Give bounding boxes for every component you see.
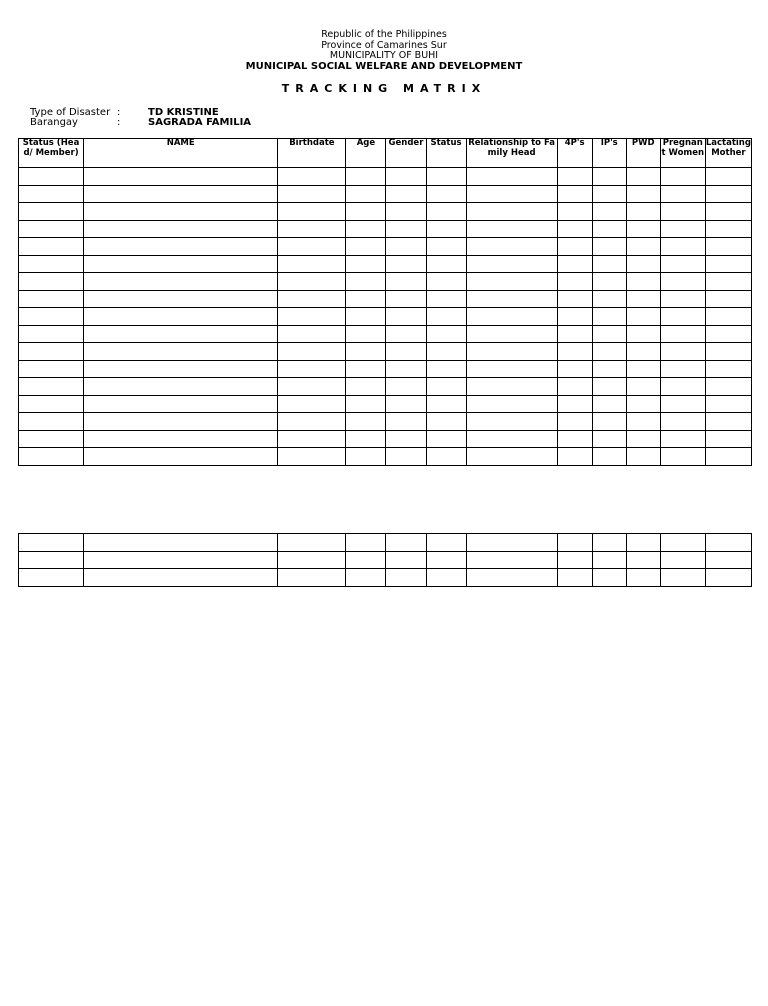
table-cell[interactable] bbox=[466, 255, 557, 273]
table-cell[interactable] bbox=[660, 220, 705, 238]
table-cell[interactable] bbox=[660, 534, 705, 552]
table-cell[interactable] bbox=[346, 290, 386, 308]
table-row bbox=[19, 360, 752, 378]
table-cell[interactable] bbox=[466, 273, 557, 291]
table-cell[interactable] bbox=[346, 325, 386, 343]
table-cell[interactable] bbox=[426, 220, 466, 238]
table-cell[interactable] bbox=[592, 534, 626, 552]
table-cell[interactable] bbox=[84, 168, 278, 186]
table-cell[interactable] bbox=[592, 255, 626, 273]
table-cell[interactable] bbox=[466, 168, 557, 186]
table-cell[interactable] bbox=[386, 448, 426, 466]
table-cell[interactable] bbox=[426, 255, 466, 273]
table-cell[interactable] bbox=[626, 290, 660, 308]
table-cell[interactable] bbox=[592, 343, 626, 361]
table-cell[interactable] bbox=[278, 185, 346, 203]
table-row bbox=[19, 395, 752, 413]
table-row bbox=[19, 343, 752, 361]
table-cell[interactable] bbox=[626, 360, 660, 378]
table-cell[interactable] bbox=[557, 238, 592, 256]
table-cell[interactable] bbox=[346, 378, 386, 396]
table-cell[interactable] bbox=[278, 343, 346, 361]
table-row bbox=[19, 273, 752, 291]
table-cell[interactable] bbox=[426, 325, 466, 343]
table-cell[interactable] bbox=[705, 168, 751, 186]
table-cell[interactable] bbox=[660, 255, 705, 273]
table-cell[interactable] bbox=[626, 185, 660, 203]
table-row bbox=[19, 569, 752, 587]
table-cell[interactable] bbox=[660, 325, 705, 343]
table-cell[interactable] bbox=[386, 378, 426, 396]
col-header-relationship: Relationship to Family Head bbox=[466, 139, 557, 168]
table-cell[interactable] bbox=[84, 551, 278, 569]
table-cell[interactable] bbox=[626, 238, 660, 256]
table-row bbox=[19, 255, 752, 273]
table-cell[interactable] bbox=[466, 325, 557, 343]
table-cell[interactable] bbox=[592, 448, 626, 466]
table-cell[interactable] bbox=[386, 220, 426, 238]
table-cell[interactable] bbox=[705, 325, 751, 343]
table-cell[interactable] bbox=[84, 308, 278, 326]
table-cell[interactable] bbox=[592, 378, 626, 396]
table-header-row bbox=[19, 139, 752, 168]
table-cell[interactable] bbox=[386, 325, 426, 343]
table-cell[interactable] bbox=[84, 448, 278, 466]
table-cell[interactable] bbox=[592, 325, 626, 343]
table-cell[interactable] bbox=[386, 168, 426, 186]
table-cell[interactable] bbox=[386, 569, 426, 587]
table-cell[interactable] bbox=[346, 569, 386, 587]
table-cell[interactable] bbox=[386, 203, 426, 221]
table-cell[interactable] bbox=[466, 413, 557, 431]
table-cell[interactable] bbox=[346, 185, 386, 203]
table-cell[interactable] bbox=[466, 290, 557, 308]
table-cell[interactable] bbox=[84, 290, 278, 308]
table-cell[interactable] bbox=[557, 378, 592, 396]
table-cell[interactable] bbox=[626, 378, 660, 396]
table-cell[interactable] bbox=[386, 238, 426, 256]
table-cell[interactable] bbox=[426, 185, 466, 203]
table-cell[interactable] bbox=[426, 238, 466, 256]
table-cell[interactable] bbox=[19, 343, 84, 361]
disaster-colon: : bbox=[117, 107, 121, 118]
table-cell[interactable] bbox=[19, 308, 84, 326]
table-cell[interactable] bbox=[346, 203, 386, 221]
table-cell[interactable] bbox=[386, 534, 426, 552]
table-cell[interactable] bbox=[466, 534, 557, 552]
table-cell[interactable] bbox=[278, 325, 346, 343]
table-cell[interactable] bbox=[592, 238, 626, 256]
table-row bbox=[19, 448, 752, 466]
table-cell[interactable] bbox=[626, 255, 660, 273]
table-cell[interactable] bbox=[626, 569, 660, 587]
col-header-4ps: 4P's bbox=[557, 139, 592, 168]
table-cell[interactable] bbox=[557, 413, 592, 431]
table-cell[interactable] bbox=[19, 569, 84, 587]
table-cell[interactable] bbox=[592, 203, 626, 221]
table-cell[interactable] bbox=[466, 378, 557, 396]
table-cell[interactable] bbox=[557, 551, 592, 569]
table-cell[interactable] bbox=[84, 395, 278, 413]
page-title: TRACKING MATRIX bbox=[281, 82, 487, 95]
table-row bbox=[19, 430, 752, 448]
table-cell[interactable] bbox=[466, 203, 557, 221]
table-cell[interactable] bbox=[278, 569, 346, 587]
table-cell[interactable] bbox=[705, 203, 751, 221]
table-cell[interactable] bbox=[19, 413, 84, 431]
col-header-pwd: PWD bbox=[626, 139, 660, 168]
table-cell[interactable] bbox=[557, 220, 592, 238]
table-row bbox=[19, 534, 752, 552]
table-cell[interactable] bbox=[660, 395, 705, 413]
table-cell[interactable] bbox=[557, 569, 592, 587]
table-cell[interactable] bbox=[592, 395, 626, 413]
table-cell[interactable] bbox=[84, 430, 278, 448]
table-cell[interactable] bbox=[426, 308, 466, 326]
table-cell[interactable] bbox=[19, 534, 84, 552]
table-cell[interactable] bbox=[592, 360, 626, 378]
table-cell[interactable] bbox=[557, 203, 592, 221]
table-row bbox=[19, 413, 752, 431]
table-cell[interactable] bbox=[466, 360, 557, 378]
table-cell[interactable] bbox=[346, 238, 386, 256]
table-cell[interactable] bbox=[557, 448, 592, 466]
table-cell[interactable] bbox=[705, 360, 751, 378]
table-cell[interactable] bbox=[386, 255, 426, 273]
table-cell[interactable] bbox=[19, 551, 84, 569]
table-cell[interactable] bbox=[278, 413, 346, 431]
table-cell[interactable] bbox=[557, 185, 592, 203]
col-header-lactating-mother: Lactating Mother bbox=[705, 139, 751, 168]
table-cell[interactable] bbox=[426, 290, 466, 308]
tracking-table-body bbox=[19, 168, 752, 466]
table-cell[interactable] bbox=[557, 360, 592, 378]
table-cell[interactable] bbox=[19, 273, 84, 291]
table-cell[interactable] bbox=[346, 343, 386, 361]
table-cell[interactable] bbox=[386, 413, 426, 431]
table-cell[interactable] bbox=[705, 220, 751, 238]
table-cell[interactable] bbox=[346, 551, 386, 569]
table-cell[interactable] bbox=[278, 378, 346, 396]
table-cell[interactable] bbox=[626, 430, 660, 448]
tracking-table bbox=[18, 138, 752, 466]
table-cell[interactable] bbox=[426, 413, 466, 431]
header-province: Province of Camarines Sur bbox=[321, 40, 447, 51]
table-cell[interactable] bbox=[278, 290, 346, 308]
table-cell[interactable] bbox=[705, 255, 751, 273]
table-cell[interactable] bbox=[557, 395, 592, 413]
table-cell[interactable] bbox=[466, 308, 557, 326]
header-municipality: MUNICIPALITY OF BUHI bbox=[329, 50, 439, 61]
table-cell[interactable] bbox=[660, 168, 705, 186]
table-cell[interactable] bbox=[626, 325, 660, 343]
table-cell[interactable] bbox=[426, 360, 466, 378]
table-cell[interactable] bbox=[278, 203, 346, 221]
table-cell[interactable] bbox=[19, 395, 84, 413]
table-cell[interactable] bbox=[386, 185, 426, 203]
table-cell[interactable] bbox=[705, 238, 751, 256]
table-cell[interactable] bbox=[705, 430, 751, 448]
barangay-value: SAGRADA FAMILIA bbox=[148, 117, 252, 128]
table-cell[interactable] bbox=[466, 569, 557, 587]
table-cell[interactable] bbox=[466, 430, 557, 448]
table-cell[interactable] bbox=[660, 378, 705, 396]
table-cell[interactable] bbox=[386, 273, 426, 291]
table-cell[interactable] bbox=[705, 308, 751, 326]
table-cell[interactable] bbox=[426, 343, 466, 361]
table-cell[interactable] bbox=[426, 430, 466, 448]
table-cell[interactable] bbox=[84, 185, 278, 203]
table-cell[interactable] bbox=[466, 220, 557, 238]
col-header-ips: IP's bbox=[592, 139, 626, 168]
table-cell[interactable] bbox=[705, 343, 751, 361]
table-row bbox=[19, 168, 752, 186]
table-row bbox=[19, 185, 752, 203]
table-cell[interactable] bbox=[705, 378, 751, 396]
table-cell[interactable] bbox=[592, 290, 626, 308]
table-cell[interactable] bbox=[278, 395, 346, 413]
table-cell[interactable] bbox=[84, 378, 278, 396]
table-cell[interactable] bbox=[426, 395, 466, 413]
table-cell[interactable] bbox=[346, 360, 386, 378]
table-cell[interactable] bbox=[592, 430, 626, 448]
table-cell[interactable] bbox=[346, 413, 386, 431]
table-cell[interactable] bbox=[84, 238, 278, 256]
table-cell[interactable] bbox=[426, 551, 466, 569]
table-cell[interactable] bbox=[466, 343, 557, 361]
table-cell[interactable] bbox=[278, 551, 346, 569]
table-cell[interactable] bbox=[19, 203, 84, 221]
tracking-table-continuation bbox=[18, 533, 752, 587]
table-cell[interactable] bbox=[660, 430, 705, 448]
table-cell[interactable] bbox=[466, 238, 557, 256]
disaster-value: TD KRISTINE bbox=[148, 107, 219, 118]
table-cell[interactable] bbox=[426, 203, 466, 221]
table-cell[interactable] bbox=[84, 343, 278, 361]
table-cell[interactable] bbox=[278, 360, 346, 378]
table-cell[interactable] bbox=[705, 448, 751, 466]
table-row bbox=[19, 220, 752, 238]
table-cell[interactable] bbox=[386, 395, 426, 413]
table-cell[interactable] bbox=[84, 360, 278, 378]
table-cell[interactable] bbox=[705, 185, 751, 203]
table-cell[interactable] bbox=[84, 325, 278, 343]
table-cell[interactable] bbox=[426, 378, 466, 396]
table-row bbox=[19, 378, 752, 396]
table-cell[interactable] bbox=[19, 255, 84, 273]
table-cell[interactable] bbox=[660, 448, 705, 466]
table-cell[interactable] bbox=[592, 168, 626, 186]
table-cell[interactable] bbox=[346, 220, 386, 238]
table-cell[interactable] bbox=[84, 255, 278, 273]
table-cell[interactable] bbox=[660, 343, 705, 361]
table-cell[interactable] bbox=[466, 551, 557, 569]
table-cell[interactable] bbox=[557, 290, 592, 308]
table-cell[interactable] bbox=[626, 395, 660, 413]
table-cell[interactable] bbox=[660, 290, 705, 308]
col-header-birthdate: Birthdate bbox=[278, 139, 346, 168]
table-cell[interactable] bbox=[386, 290, 426, 308]
tracking-table-continuation-body bbox=[19, 534, 752, 587]
col-header-gender: Gender bbox=[386, 139, 426, 168]
table-cell[interactable] bbox=[84, 220, 278, 238]
table-cell[interactable] bbox=[346, 448, 386, 466]
table-cell[interactable] bbox=[19, 220, 84, 238]
col-header-pregnant-women: Pregnant Women bbox=[660, 139, 705, 168]
table-cell[interactable] bbox=[705, 569, 751, 587]
table-cell[interactable] bbox=[426, 273, 466, 291]
table-cell[interactable] bbox=[19, 378, 84, 396]
table-cell[interactable] bbox=[386, 551, 426, 569]
table-cell[interactable] bbox=[660, 360, 705, 378]
table-cell[interactable] bbox=[19, 185, 84, 203]
table-cell[interactable] bbox=[19, 448, 84, 466]
table-row bbox=[19, 325, 752, 343]
table-cell[interactable] bbox=[84, 534, 278, 552]
col-header-age: Age bbox=[346, 139, 386, 168]
table-row bbox=[19, 551, 752, 569]
table-cell[interactable] bbox=[705, 290, 751, 308]
table-cell[interactable] bbox=[660, 273, 705, 291]
table-cell[interactable] bbox=[626, 534, 660, 552]
table-cell[interactable] bbox=[466, 395, 557, 413]
table-cell[interactable] bbox=[660, 185, 705, 203]
barangay-colon: : bbox=[117, 117, 121, 128]
table-cell[interactable] bbox=[660, 238, 705, 256]
table-cell[interactable] bbox=[346, 255, 386, 273]
table-cell[interactable] bbox=[466, 185, 557, 203]
table-cell[interactable] bbox=[705, 273, 751, 291]
table-cell[interactable] bbox=[557, 308, 592, 326]
table-cell[interactable] bbox=[19, 430, 84, 448]
table-cell[interactable] bbox=[592, 220, 626, 238]
table-cell[interactable] bbox=[705, 395, 751, 413]
table-cell[interactable] bbox=[19, 238, 84, 256]
table-cell[interactable] bbox=[278, 308, 346, 326]
table-cell[interactable] bbox=[346, 395, 386, 413]
table-cell[interactable] bbox=[278, 273, 346, 291]
table-cell[interactable] bbox=[278, 255, 346, 273]
table-cell[interactable] bbox=[19, 290, 84, 308]
table-cell[interactable] bbox=[660, 308, 705, 326]
table-cell[interactable] bbox=[278, 430, 346, 448]
table-cell[interactable] bbox=[705, 551, 751, 569]
table-cell[interactable] bbox=[386, 430, 426, 448]
disaster-label: Type of Disaster bbox=[30, 107, 111, 118]
table-cell[interactable] bbox=[660, 569, 705, 587]
table-cell[interactable] bbox=[626, 551, 660, 569]
table-cell[interactable] bbox=[592, 185, 626, 203]
table-cell[interactable] bbox=[705, 534, 751, 552]
table-cell[interactable] bbox=[592, 308, 626, 326]
table-cell[interactable] bbox=[346, 168, 386, 186]
table-cell[interactable] bbox=[626, 168, 660, 186]
table-cell[interactable] bbox=[278, 448, 346, 466]
table-cell[interactable] bbox=[84, 273, 278, 291]
table-cell[interactable] bbox=[386, 308, 426, 326]
table-cell[interactable] bbox=[626, 413, 660, 431]
table-cell[interactable] bbox=[278, 168, 346, 186]
col-header-status: Status bbox=[426, 139, 466, 168]
table-cell[interactable] bbox=[19, 168, 84, 186]
table-cell[interactable] bbox=[592, 273, 626, 291]
table-cell[interactable] bbox=[346, 430, 386, 448]
table-cell[interactable] bbox=[660, 203, 705, 221]
table-cell[interactable] bbox=[346, 273, 386, 291]
table-cell[interactable] bbox=[84, 569, 278, 587]
table-cell[interactable] bbox=[626, 203, 660, 221]
table-cell[interactable] bbox=[278, 220, 346, 238]
table-row bbox=[19, 308, 752, 326]
table-row bbox=[19, 290, 752, 308]
table-cell[interactable] bbox=[660, 413, 705, 431]
table-cell[interactable] bbox=[278, 238, 346, 256]
table-cell[interactable] bbox=[426, 534, 466, 552]
table-cell[interactable] bbox=[557, 325, 592, 343]
table-cell[interactable] bbox=[346, 534, 386, 552]
table-cell[interactable] bbox=[386, 343, 426, 361]
table-cell[interactable] bbox=[426, 168, 466, 186]
table-cell[interactable] bbox=[557, 255, 592, 273]
table-cell[interactable] bbox=[626, 273, 660, 291]
table-cell[interactable] bbox=[626, 220, 660, 238]
header-country: Republic of the Philippines bbox=[321, 29, 447, 40]
col-header-name: NAME bbox=[84, 139, 278, 168]
table-row bbox=[19, 203, 752, 221]
table-row bbox=[19, 238, 752, 256]
table-cell[interactable] bbox=[426, 448, 466, 466]
table-cell[interactable] bbox=[386, 360, 426, 378]
table-cell[interactable] bbox=[19, 360, 84, 378]
table-cell[interactable] bbox=[557, 343, 592, 361]
table-cell[interactable] bbox=[346, 308, 386, 326]
table-cell[interactable] bbox=[592, 551, 626, 569]
table-cell[interactable] bbox=[557, 273, 592, 291]
table-cell[interactable] bbox=[19, 325, 84, 343]
table-cell[interactable] bbox=[626, 308, 660, 326]
table-cell[interactable] bbox=[557, 534, 592, 552]
table-cell[interactable] bbox=[557, 168, 592, 186]
table-cell[interactable] bbox=[660, 551, 705, 569]
table-cell[interactable] bbox=[626, 343, 660, 361]
table-cell[interactable] bbox=[426, 569, 466, 587]
table-cell[interactable] bbox=[84, 413, 278, 431]
table-cell[interactable] bbox=[278, 534, 346, 552]
col-header-status-head-member: Status (Head/ Member) bbox=[19, 139, 84, 168]
table-cell[interactable] bbox=[557, 430, 592, 448]
header-office: MUNICIPAL SOCIAL WELFARE AND DEVELOPMENT bbox=[245, 61, 523, 72]
table-cell[interactable] bbox=[592, 569, 626, 587]
table-cell[interactable] bbox=[592, 413, 626, 431]
table-cell[interactable] bbox=[84, 203, 278, 221]
table-cell[interactable] bbox=[626, 448, 660, 466]
table-cell[interactable] bbox=[705, 413, 751, 431]
table-cell[interactable] bbox=[466, 448, 557, 466]
barangay-label: Barangay bbox=[30, 117, 78, 128]
